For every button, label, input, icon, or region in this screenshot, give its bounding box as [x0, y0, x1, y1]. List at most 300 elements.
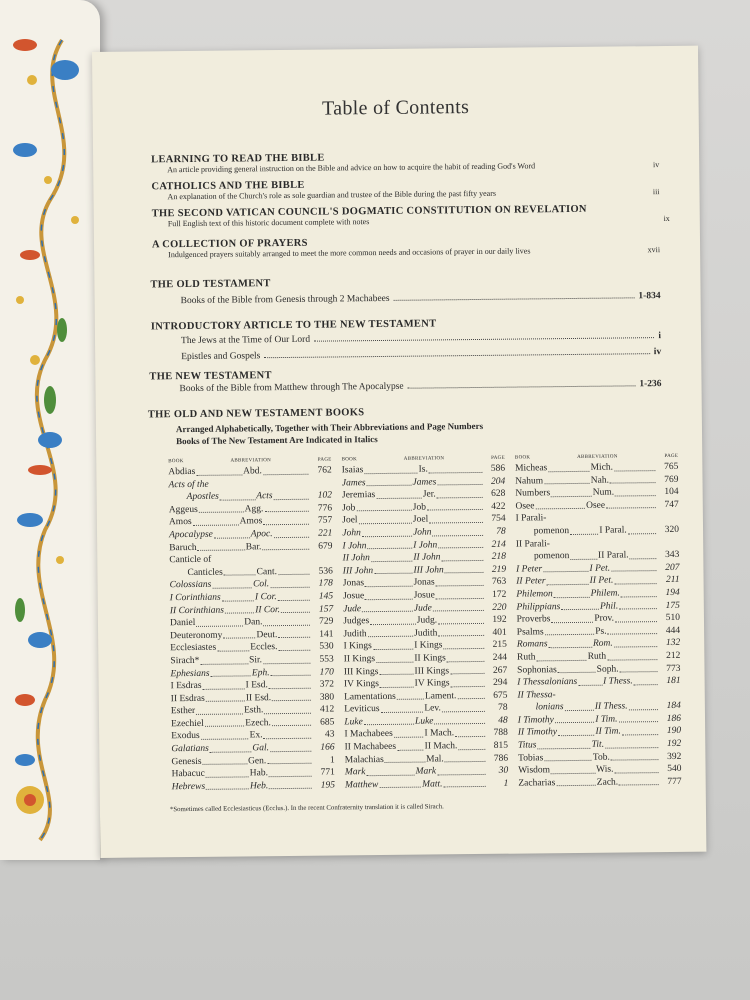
book-name: Judith [343, 628, 367, 640]
toc-entry-catholics [151, 176, 659, 201]
dot-leader [548, 638, 592, 648]
book-page: 769 [664, 474, 679, 485]
book-abbreviation: Col. [253, 579, 270, 590]
book-page: 530 [319, 641, 334, 652]
book-abbreviation: Jude [413, 603, 432, 614]
dot-leader [364, 464, 417, 474]
dot-leader [198, 541, 245, 551]
dot-leader [606, 499, 656, 509]
book-name: I Timothy [517, 715, 554, 726]
book-name: Titus [517, 740, 537, 751]
new-testament-text: Books of the Bible from Matthew through The Apocalypse [179, 381, 404, 395]
book-abbreviation: II Thess. [594, 701, 628, 713]
book-abbreviation: Ruth [587, 651, 607, 662]
book-page: 536 [318, 566, 333, 577]
dot-leader [537, 739, 590, 749]
dot-leader [548, 462, 589, 472]
dot-leader [214, 528, 250, 538]
book-name: Hebrews [171, 781, 206, 793]
book-name: Amos [168, 517, 192, 528]
dot-leader [263, 465, 309, 475]
dot-leader [205, 717, 245, 727]
book-page: 78 [496, 526, 506, 537]
dot-leader [554, 588, 590, 598]
book-abbreviation: Gen. [247, 755, 267, 767]
book-page: 212 [666, 650, 681, 661]
dot-leader [223, 629, 255, 639]
book-abbreviation: Eccles. [250, 642, 278, 653]
dot-leader [614, 637, 658, 647]
dot-leader [610, 474, 656, 484]
dot-leader [433, 601, 484, 611]
dot-leader [370, 615, 416, 625]
dot-leader [451, 677, 485, 687]
book-page: 211 [665, 575, 680, 586]
dot-leader [206, 768, 249, 778]
book-page: 219 [491, 564, 507, 575]
dot-leader [458, 740, 485, 750]
dot-leader [362, 527, 412, 537]
dot-leader [551, 764, 595, 774]
book-abbreviation: II Esd. [245, 692, 272, 704]
book-abbreviation: Wis. [596, 764, 614, 776]
book-abbreviation: II Kings [414, 653, 446, 664]
dot-leader [619, 600, 657, 610]
book-name: Wisdom [518, 765, 551, 776]
toc-entry-learning [151, 149, 659, 174]
book-page: 553 [319, 654, 334, 665]
books-subheading-2: Books of The New Testament Are Indicated in Italics [176, 434, 378, 447]
book-page: 220 [492, 602, 507, 613]
book-page: 679 [318, 541, 333, 552]
dot-leader [264, 503, 309, 513]
dot-leader [544, 751, 592, 761]
dot-leader [628, 524, 656, 534]
column-header-abbr: ABBREVIATION [230, 458, 272, 464]
book-page: 392 [667, 751, 682, 762]
footnote: *Sometimes called Ecclesiasticus (Ecclus.). In the recent Confraternity translation it is called Sirach. [169, 803, 444, 814]
book-name: Philemon [516, 589, 553, 600]
toc-entry-prayers [152, 234, 660, 259]
book-page: 729 [319, 616, 334, 627]
dot-leader [212, 579, 252, 589]
toc-new-testament [149, 366, 661, 394]
dot-leader [263, 729, 311, 739]
facing-page-illumination [0, 0, 100, 860]
dot-leader [441, 551, 483, 561]
dot-leader [447, 652, 484, 662]
dot-leader [394, 297, 635, 301]
book-abbreviation: II Paral. [597, 550, 629, 561]
intro-line-1-page: i [658, 331, 662, 342]
dot-leader [356, 501, 412, 511]
book-abbreviation: Esth. [244, 705, 264, 716]
book-name: Deuteronomy [170, 630, 223, 641]
book-name: I Esdras [170, 680, 202, 692]
dot-leader [629, 700, 658, 710]
book-abbreviation: Tit. [591, 739, 605, 750]
column-header-page: PAGE [664, 453, 679, 460]
dot-leader [445, 753, 485, 763]
book-name: Judges [343, 616, 370, 627]
dot-leader [272, 691, 311, 701]
dot-leader [365, 577, 413, 587]
dot-leader [394, 728, 424, 738]
book-abbreviation: I John [413, 539, 438, 551]
book-name: Canticles [187, 567, 223, 578]
book-page: 510 [665, 612, 681, 624]
book-page: 132 [665, 638, 681, 649]
book-name: Genesis [171, 756, 202, 767]
book-page: 215 [492, 640, 507, 651]
book-abbreviation: John [412, 527, 432, 538]
dot-leader [278, 565, 310, 575]
dot-leader [365, 590, 413, 600]
book-abbreviation: III John [413, 565, 444, 576]
book-page: 207 [665, 562, 680, 573]
book-name: III John [342, 565, 374, 577]
book-name: I Thessalonians [517, 677, 578, 688]
book-name: Josue [342, 591, 365, 602]
dot-leader [368, 627, 414, 637]
intro-line-2-text: Epistles and Gospels [181, 351, 261, 363]
book-page: 43 [324, 729, 335, 741]
dot-leader [364, 716, 414, 726]
dot-leader [274, 490, 309, 500]
book-page: 754 [491, 514, 506, 525]
book-abbreviation: II Pet. [589, 575, 614, 587]
book-abbreviation: II John [413, 552, 441, 563]
book-abbreviation: Mich. [590, 462, 614, 473]
book-page: 675 [493, 690, 508, 701]
book-page: 685 [320, 717, 335, 728]
book-page: 401 [492, 627, 507, 638]
dot-leader [434, 715, 484, 725]
book-abbreviation: II Mach. [424, 741, 458, 752]
book-row [345, 778, 508, 792]
book-page: 221 [318, 528, 333, 539]
dot-leader [436, 576, 484, 586]
book-abbreviation: I Tim. [595, 714, 618, 725]
book-name: II Timothy [517, 727, 558, 739]
dot-leader [270, 666, 310, 676]
dot-leader [200, 654, 248, 664]
entry-page: iv [652, 160, 660, 170]
book-abbreviation: III Kings [414, 665, 450, 677]
page-title: Table of Contents [321, 96, 470, 120]
dot-leader [374, 564, 412, 574]
dot-leader [615, 612, 657, 622]
book-page: 218 [491, 551, 507, 562]
toc-intro-nt [151, 316, 661, 362]
dot-leader [267, 754, 312, 764]
book-page: 444 [665, 625, 681, 636]
books-index-columns [168, 454, 681, 794]
book-name: I John [342, 540, 367, 551]
book-page: 192 [492, 614, 507, 625]
column-header-page: PAGE [491, 455, 505, 461]
book-abbreviation: II Tim. [595, 726, 621, 738]
entry-page: iii [652, 187, 660, 197]
old-testament-line [151, 291, 661, 306]
book-page: 166 [320, 742, 335, 753]
column-header-abbr: ABBREVIATION [577, 454, 618, 460]
dot-leader [536, 651, 586, 661]
dot-leader [564, 701, 593, 711]
book-name: Joel [342, 515, 358, 526]
book-name: Luke [344, 717, 363, 728]
dot-leader [225, 604, 254, 614]
book-name: Sirach* [170, 655, 200, 667]
entry-heading: LEARNING TO READ THE BIBLE [151, 152, 325, 166]
book-abbreviation: Is. [418, 464, 428, 475]
toc-books-section [148, 404, 662, 447]
section-heading: THE NEW TESTAMENT [149, 370, 272, 383]
book-name: Leviticus [344, 704, 380, 715]
book-name: IV Kings [343, 679, 379, 690]
dot-leader [438, 614, 484, 624]
book-abbreviation: Ps. [595, 626, 607, 637]
dot-leader [220, 491, 255, 501]
book-name: pomenon [533, 525, 570, 537]
book-page: 157 [318, 604, 334, 615]
entry-description-text: Indulgenced prayers suitably arranged to meet the more common needs and occasions of prayer in our daily lives [168, 246, 531, 260]
book-abbreviation: Acts [256, 491, 273, 502]
book-name: John [342, 528, 361, 539]
book-name: Job [342, 503, 356, 514]
book-name: Isaias [341, 465, 364, 476]
book-abbreviation: Phil. [599, 601, 619, 612]
book-page: 104 [664, 487, 679, 498]
section-heading: INTRODUCTORY ARTICLE TO THE NEW TESTAMENT [150, 318, 437, 333]
dot-leader [437, 476, 482, 486]
dot-leader [281, 603, 310, 613]
dot-leader [558, 726, 594, 736]
dot-leader [211, 667, 251, 677]
book-name: II Peter [516, 576, 546, 587]
dot-leader [555, 714, 595, 724]
book-name: III Kings [343, 666, 379, 677]
book-name: Canticle of [169, 554, 212, 566]
dot-leader [272, 717, 312, 727]
dot-leader [621, 587, 657, 597]
intro-line-1-text: The Jews at the Time of Our Lord [180, 334, 311, 347]
book-name: Jonas [342, 578, 365, 589]
dot-leader [379, 665, 413, 675]
book-abbreviation: Tob. [592, 752, 610, 763]
dot-leader [432, 526, 482, 536]
book-abbreviation: II Cor. [255, 604, 281, 615]
entry-heading: A COLLECTION OF PRAYERS [151, 237, 308, 251]
book-page: 1 [503, 778, 509, 789]
book-row [172, 779, 335, 793]
book-abbreviation: Job [412, 502, 427, 513]
dot-leader [619, 776, 659, 786]
book-name: Nahum [515, 475, 544, 487]
book-name: I Peter [516, 564, 543, 575]
book-page: 776 [317, 503, 333, 514]
dot-leader [611, 751, 659, 761]
dot-leader [614, 763, 658, 773]
entry-page: ix [663, 213, 670, 224]
section-heading: THE OLD TESTAMENT [150, 278, 271, 291]
book-page: 186 [666, 713, 682, 724]
book-name: II Machabees [344, 741, 397, 753]
dot-leader [193, 516, 239, 526]
books-subheading-1: Arranged Alphabetically, Together with Their Abbreviations and Page Numbers [175, 420, 484, 435]
dot-leader [314, 337, 654, 342]
dot-leader [263, 515, 309, 525]
toc-old-testament [150, 274, 660, 306]
book-abbreviation: Mark [415, 766, 437, 777]
dot-leader [437, 488, 483, 498]
book-page: 762 [317, 465, 332, 476]
book-name: I Parali- [515, 513, 547, 524]
book-abbreviation: Gal. [252, 743, 270, 754]
dot-leader [611, 562, 656, 572]
dot-leader [222, 591, 254, 601]
book-page: 320 [664, 524, 680, 535]
dot-leader [455, 727, 485, 737]
book-page: 586 [490, 463, 506, 474]
book-page: 294 [492, 677, 508, 688]
book-abbreviation: Judith [414, 628, 438, 639]
book-name: Baruch [169, 542, 197, 553]
book-abbreviation: Jer. [422, 489, 436, 500]
dot-leader [362, 602, 413, 612]
dot-leader [443, 639, 484, 649]
book-page: 777 [667, 776, 682, 787]
dot-leader [269, 767, 312, 777]
book-page: 175 [665, 600, 680, 611]
dot-leader [217, 642, 249, 652]
dot-leader [556, 777, 596, 787]
dot-leader [263, 654, 311, 664]
book-name: Zacharias [518, 778, 556, 789]
books-column-3 [515, 454, 682, 790]
book-abbreviation: Amos [239, 516, 263, 527]
dot-leader [270, 742, 312, 752]
book-abbreviation: I Pet. [589, 563, 611, 574]
book-abbreviation: Mal. [426, 754, 444, 765]
dot-leader [196, 465, 242, 475]
book-page: 747 [664, 499, 679, 510]
book-name: Ezechiel [170, 718, 204, 730]
book-name: Tobias [518, 752, 544, 764]
book-name: Colossians [169, 580, 212, 591]
book-page: 204 [490, 476, 506, 487]
dot-leader [429, 513, 482, 523]
book-abbreviation: Eph. [251, 667, 270, 678]
book-abbreviation: Prov. [594, 613, 615, 624]
book-name: Malachias [344, 754, 384, 766]
book-name: II John [342, 553, 370, 564]
dot-leader [546, 575, 588, 585]
dot-leader [545, 625, 595, 635]
dot-leader [376, 489, 422, 499]
dot-leader [605, 738, 658, 748]
dot-leader [443, 778, 485, 788]
book-page: 412 [319, 704, 335, 715]
entry-page: xvii [647, 245, 661, 255]
book-name: Ecclesiastes [170, 643, 217, 654]
dot-leader [264, 704, 311, 714]
book-abbreviation: Ezech. [245, 718, 271, 729]
book-page: 372 [319, 679, 335, 690]
dot-leader [269, 780, 312, 790]
dot-leader [427, 501, 483, 511]
dot-leader [269, 679, 311, 689]
dot-leader [385, 753, 425, 763]
book-abbreviation: Soph. [596, 664, 619, 675]
dot-leader [224, 566, 256, 576]
book-abbreviation: Heb. [249, 781, 269, 792]
dot-leader [634, 675, 658, 685]
book-name: Aggeus [168, 504, 198, 516]
entry-heading: CATHOLICS AND THE BIBLE [151, 179, 305, 193]
book-abbreviation: Joel [412, 514, 429, 526]
book-page: 172 [492, 589, 507, 600]
book-name: Ephesians [170, 668, 210, 679]
book-page: 815 [493, 740, 509, 751]
book-page: 145 [318, 591, 334, 602]
dot-leader [202, 680, 244, 690]
book-abbreviation: Matt. [422, 779, 443, 790]
book-name: I Corinthians [169, 592, 221, 604]
book-page: 170 [319, 667, 334, 678]
entry-description-text: An explanation of the Church's role as sole guardian and trustee of the Bible during the past fifty years [167, 188, 497, 202]
book-abbreviation: I Mach. [424, 728, 455, 740]
intro-line-1 [151, 331, 661, 346]
dot-leader [570, 525, 598, 535]
dot-leader [278, 591, 310, 601]
book-abbreviation: Abd. [243, 466, 262, 477]
dot-leader [371, 552, 413, 562]
old-testament-page: 1-834 [638, 291, 661, 302]
dot-leader [551, 613, 593, 623]
dot-leader [263, 616, 310, 626]
table-of-contents-page [92, 46, 706, 858]
book-name: lonians [535, 702, 564, 713]
book-abbreviation: I Esd. [245, 680, 268, 691]
dot-leader [376, 653, 413, 663]
dot-leader [408, 385, 636, 388]
dot-leader [380, 678, 414, 688]
book-page: 628 [491, 488, 506, 500]
book-name: Matthew [344, 779, 379, 791]
book-page: 181 [666, 675, 681, 687]
dot-leader [607, 650, 657, 660]
book-abbreviation: Lament. [424, 690, 457, 702]
book-name: Habacuc [171, 769, 205, 780]
book-page: 244 [492, 652, 508, 663]
book-page: 267 [492, 665, 508, 676]
book-abbreviation: Hab. [249, 768, 269, 779]
dot-leader [206, 692, 245, 702]
book-abbreviation: Apoc. [250, 529, 273, 540]
book-name: Numbers [515, 488, 551, 499]
column-header-book: BOOK [168, 459, 184, 465]
book-abbreviation: Bar. [245, 541, 262, 552]
book-name: Apostles [186, 491, 219, 503]
book-page: 78 [497, 702, 508, 714]
book-abbreviation: Philem. [590, 588, 620, 599]
dot-leader [264, 353, 649, 358]
book-name: Acts of the [168, 479, 209, 490]
intro-line-2 [151, 347, 661, 362]
book-name: II Parali- [515, 538, 550, 550]
dot-leader [558, 663, 596, 673]
